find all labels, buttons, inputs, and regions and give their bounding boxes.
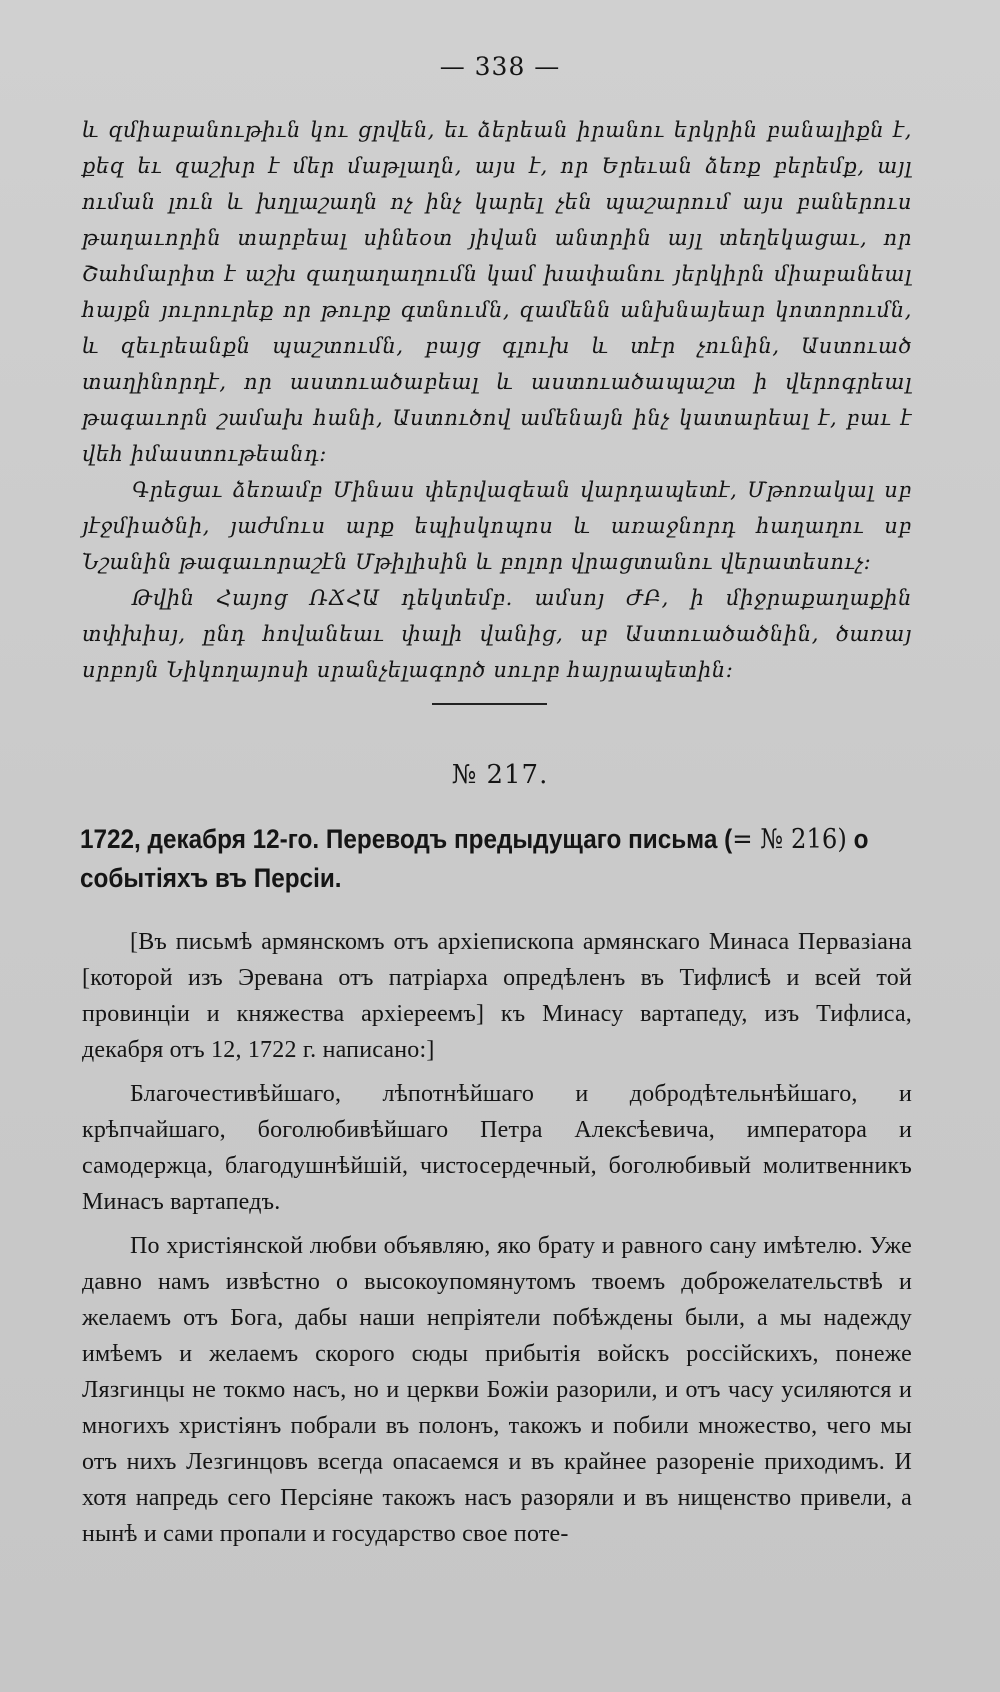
- page-number: — 338 —: [439, 52, 561, 81]
- armenian-paragraph-2: Գրեցաւ ձեռամբ Մինաս փերվազեան վարդապետէ, Մթոռակալ սբ յէջմիածնի, յաժմուս արք եպիսկոպոս և առաջնորդ հաղաղու սբ Նշանին թագաւորաշէն Մթիլիսին և բոլոր վրացտանու վերատեսուչ:: [82, 478, 912, 574]
- russian-text-block: [82, 924, 912, 1560]
- heading-reference: = № 216): [732, 824, 847, 855]
- heading-part-3: о событіяхъ въ Персіи.: [80, 824, 869, 893]
- armenian-paragraph-1: և զմիաբանութիւն կու ցրվեն, եւ ձերեան իրանու երկրին բանալիքն է, քեզ եւ զաշխր է մեր մաթլաղն, այս է, որ Երեւան ձեռք բերեմք, այլ ուման լուն և խղլաշաղն ոչ ինչ կարել չեն պաշարում այս բաներուս թաղաւորին տարբեալ սինեօտ յիվան անտրին այլ տեղեկացաւ, որ Շահմարիտ է աշխ զաղաղաղումն կամ խափանու յերկիրն միաբանեալ հայքն յուրուրեք որ թուրք գտնումն, զամենն անխնայեար կոտորումն, և զեւրեանքն պաշտումն, բայց գլուխ և տէր չունին, Աստուած տաղինորդէ, որ աստուածաբեալ և աստուածապաշտ ի վերոգրեալ թագաւորն շամախ հանի, Աստուծով ամենայն ինչ կատարեալ է, բաւ է վեհ իմաստութեանդ:: [82, 118, 912, 466]
- heading-part-1: 1722, декабря 12-го. Переводъ предыдущаго письма (: [80, 824, 733, 854]
- russian-paragraph-2: Благочестивѣйшаго, лѣпотнѣйшаго и добродѣтельнѣйшаго, и крѣпчайшаго, боголюбивѣйшаго Петра Алексѣевича, императора и самодержца, благодушнѣйшій, чистосердечный, боголюбивый молитвенникъ Минасъ вартапедъ.: [82, 1081, 912, 1215]
- document-number: № 217.: [451, 760, 549, 790]
- armenian-text-block: [82, 112, 912, 688]
- russian-paragraph-1: [Въ письмѣ армянскомъ отъ архіепископа армянскаго Минаса Первазіана [которой изъ Эревана отъ патріарха опредѣленъ въ Тифлисѣ и всей той провинціи и княжества архіереемъ] къ Минасу вартапеду, изъ Тифлиса, декабря отъ 12, 1722 г. написано:]: [82, 929, 912, 1063]
- armenian-paragraph-3: Թվին Հայոց ՌՃՀԱ դեկտեմբ. ամսոյ ԺԲ, ի միջրաքաղաքին տփխիսյ, ընդ հովանեաւ փալի վանից, սբ Աստուածածնին, ծառայ սրբոյն Նիկողայոսի սրանչելագործ սուրբ հայրապետին:: [82, 586, 912, 682]
- section-divider: [432, 703, 547, 705]
- document-heading: [80, 820, 912, 897]
- russian-paragraph-3: По христіянской любви объявляю, яко брату и равного сану имѣтелю. Уже давно намъ извѣстно о высокоупомянутомъ твоемъ доброжелательствѣ и желаемъ отъ Бога, дабы наши непріятели побѣждены были, а мы надежду имѣемъ и желаемъ скорого сюды прибытія войскъ россійскихъ, понеже Лязгинцы не токмо насъ, но и церкви Божіи разорили, и отъ часу усиляются и многихъ христіянъ побрали въ полонъ, такожъ и побили множество, чего мы отъ нихъ Лезгинцовъ всегда опасаемся и въ крайнее разореніе приходимъ. И хотя напредь сего Персіяне такожъ насъ разоряли и въ нищенство привели, а нынѣ и сами пропали и государство свое поте-: [82, 1233, 912, 1547]
